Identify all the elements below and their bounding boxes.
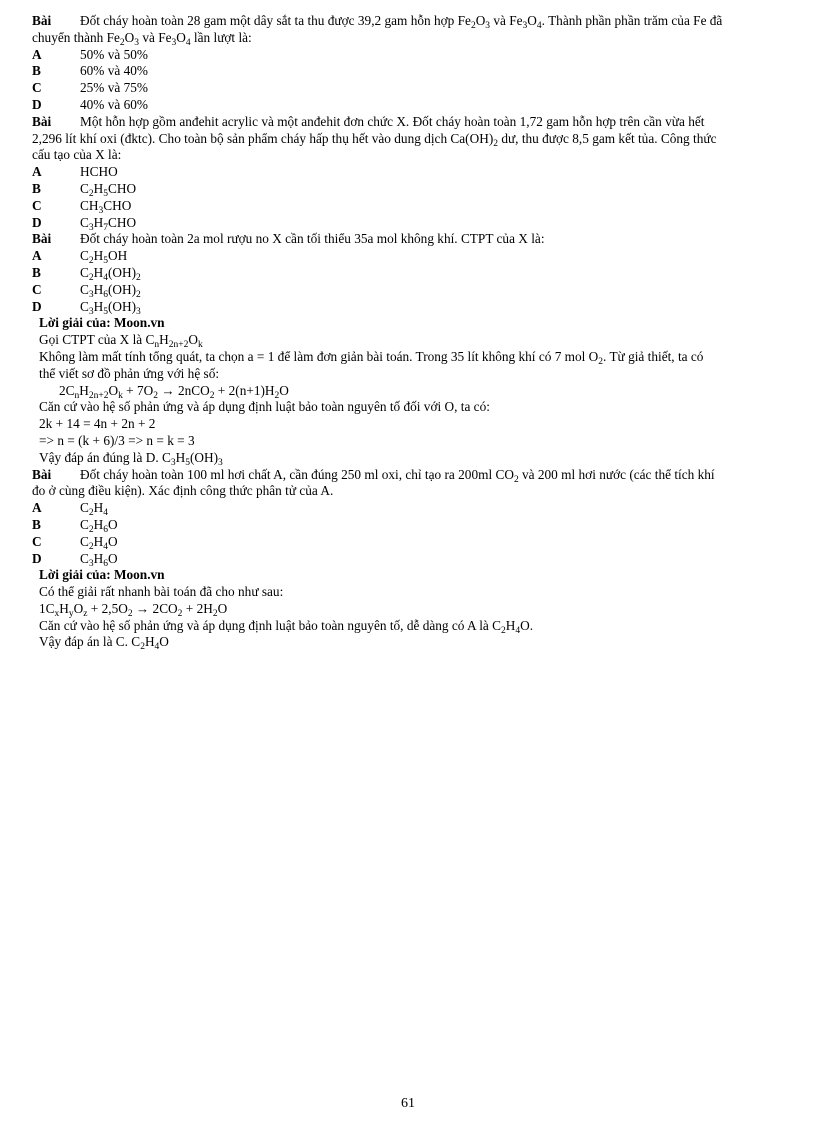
solution-line: 2k + 14 = 4n + 2n + 2 bbox=[39, 416, 156, 432]
document-body bbox=[32, 13, 790, 651]
option-d[interactable]: D 40% và 60% bbox=[32, 96, 148, 112]
option-d[interactable]: D $C_3H_6O$ bbox=[32, 550, 118, 569]
question-label: Bài bbox=[32, 466, 52, 482]
question-text-cont: 2,296 lít khí oxi (đktc). Cho toàn bộ sản phẩm cháy hấp thụ hết vào dung dịch $Ca(OH)_2$ dư, thu được 8,5 gam kết tủa. Công thức bbox=[32, 130, 717, 149]
question-text-cont: cấu tạo của X là: bbox=[32, 147, 122, 163]
solution-line: Gọi CTPT của X là $C_nH_{2n+2}O_k$ bbox=[39, 332, 203, 351]
solution-line: thể viết sơ đồ phản ứng với hệ số: bbox=[39, 365, 220, 381]
question-label: Bài bbox=[32, 13, 52, 28]
solution-line: Không làm mất tính tổng quát, ta chọn a = 1 để làm đơn giản bài toán. Trong 35 lít không khí có 7 mol $O_2$. Từ giả thiết, ta có bbox=[39, 348, 704, 367]
question-2 bbox=[32, 114, 790, 232]
solution-2 bbox=[39, 567, 790, 651]
solution-line: Căn cứ vào hệ số phản ứng và áp dụng định luật bảo toàn nguyên tố đối với O, ta có: bbox=[39, 399, 490, 415]
option-d[interactable]: D $C_3H_5(OH)_3$ bbox=[32, 298, 141, 317]
question-text-cont: đo ở cùng điều kiện). Xác định công thức phân tử của A. bbox=[32, 483, 334, 499]
solution-answer: Vậy đáp án là C. $C_2H_4O$ bbox=[39, 634, 169, 653]
option-b[interactable]: B $C_2H_5CHO$ bbox=[32, 180, 137, 199]
question-4 bbox=[32, 467, 790, 568]
option-c[interactable]: C $CH_3CHO$ bbox=[32, 197, 132, 216]
option-b[interactable]: B $C_2H_6O$ bbox=[32, 516, 118, 535]
question-text: Một hỗn hợp gồm anđehit acrylic và một anđehit đơn chức X. Đốt cháy hoàn toàn 1,72 gam hỗn hợp trên cần vừa hết bbox=[80, 113, 705, 129]
option-a[interactable]: A $C_2H_5OH$ bbox=[32, 248, 128, 267]
solution-heading: Lời giải của: Moon.vn bbox=[39, 567, 165, 583]
solution-line: Có thể giải rất nhanh bài toán đã cho như sau: bbox=[39, 584, 284, 600]
reaction-equation: $2C_nH_{2n+2}O_k + 7O_2 \to 2nCO_2 + 2(n+1)H_2O$ bbox=[59, 382, 289, 401]
solution-1 bbox=[39, 315, 790, 466]
solution-line: => n = (k + 6)/3 => n = k = 3 bbox=[39, 432, 195, 448]
solution-heading: Lời giải của: Moon.vn bbox=[39, 315, 165, 331]
question-3 bbox=[32, 231, 790, 315]
option-a[interactable]: A $C_2H_4$ bbox=[32, 500, 108, 519]
page-number: 61 bbox=[401, 1096, 415, 1111]
question-1 bbox=[32, 13, 790, 114]
option-b[interactable]: B $C_2H_4(OH)_2$ bbox=[32, 264, 141, 283]
reaction-equation: $1C_xH_yO_z + 2,5O_2 \to 2CO_2 + 2H_2O$ bbox=[39, 600, 228, 619]
solution-line: Căn cứ vào hệ số phản ứng và áp dụng định luật bảo toàn nguyên tố, dễ dàng có A là $C_2H_4O$. bbox=[39, 617, 534, 636]
solution-answer: Vậy đáp án đúng là D. $C_3H_5(OH)_3$ bbox=[39, 449, 223, 468]
option-b[interactable]: B 60% và 40% bbox=[32, 63, 148, 79]
option-a[interactable]: A HCHO bbox=[32, 164, 118, 180]
option-c[interactable]: C $C_2H_4O$ bbox=[32, 533, 118, 552]
option-d[interactable]: D $C_3H_7CHO$ bbox=[32, 214, 137, 233]
question-text: Đốt cháy hoàn toàn 100 ml hơi chất A, cần đúng 250 ml oxi, chỉ tạo ra 200ml $CO_2$ và 200 ml hơi nước (các thể tích khí bbox=[80, 466, 715, 485]
question-text: Đốt cháy hoàn toàn 2a mol rượu no X cần tối thiểu 35a mol không khí. CTPT của X là: bbox=[80, 231, 545, 247]
question-text: Đốt cháy hoàn toàn 28 gam một dây sắt ta thu được 39,2 gam hỗn hợp $Fe_2O_3$ và $Fe_3O_4$. Thành phần phần trăm của Fe đã bbox=[80, 13, 723, 31]
option-a[interactable]: A 50% và 50% bbox=[32, 46, 148, 62]
question-label: Bài bbox=[32, 113, 52, 129]
option-c[interactable]: C $C_3H_6(OH)_2$ bbox=[32, 281, 141, 300]
question-label: Bài bbox=[32, 231, 52, 247]
question-text-cont: chuyển thành $Fe_2O_3$ và $Fe_3O_4$ lần lượt là: bbox=[32, 29, 252, 48]
option-c[interactable]: C 25% và 75% bbox=[32, 80, 148, 96]
